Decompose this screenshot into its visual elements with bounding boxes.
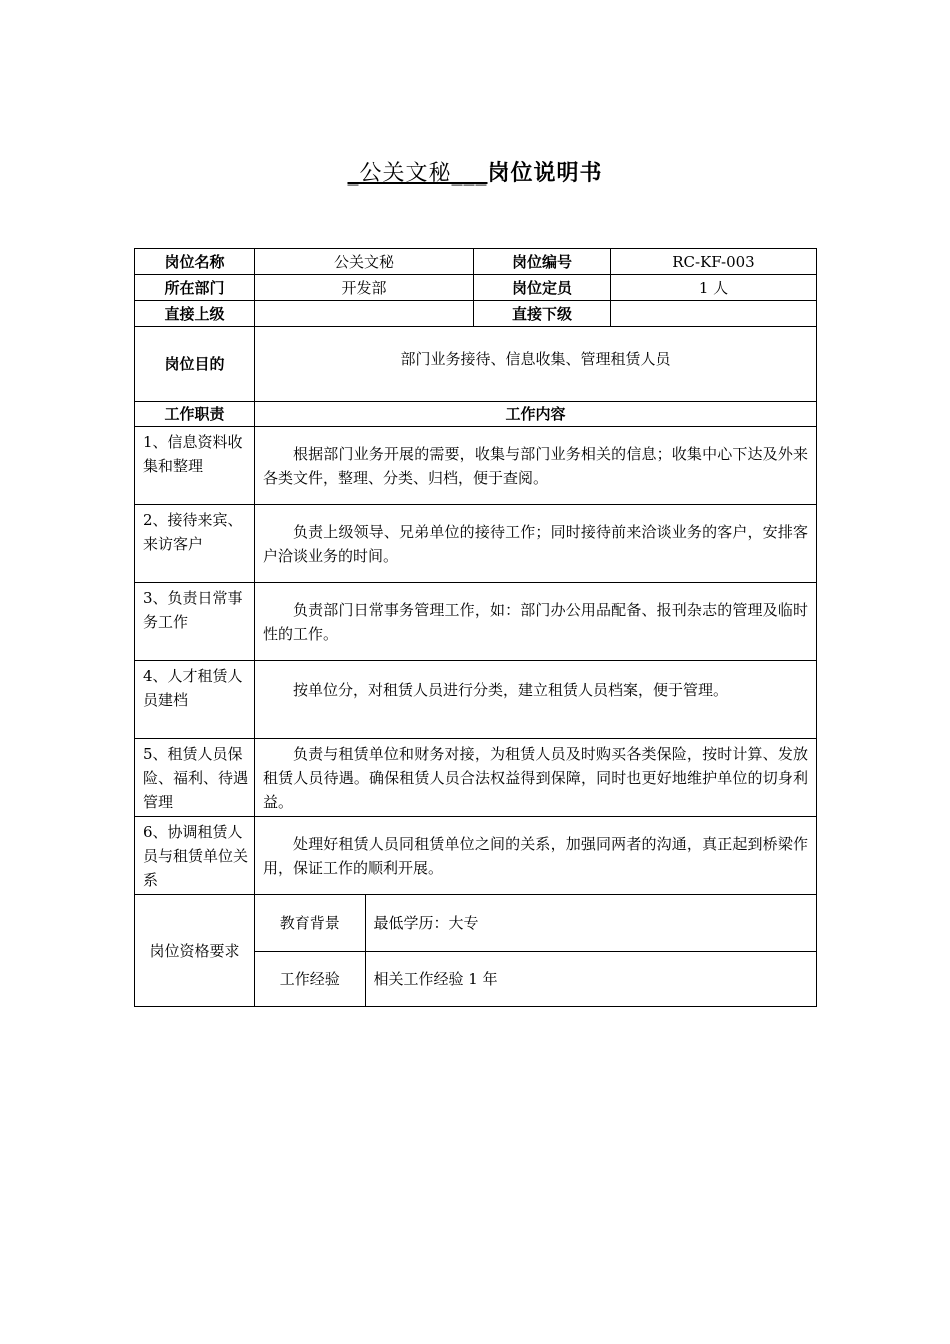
duty-title: 1、信息资料收集和整理 xyxy=(135,427,255,505)
duty-row-4 xyxy=(135,661,817,739)
duty-content: 负责上级领导、兄弟单位的接待工作；同时接待前来洽谈业务的客户，安排客户洽谈业务的时间。 xyxy=(255,505,817,583)
duty-content: 根据部门业务开展的需要，收集与部门业务相关的信息；收集中心下达及外来各类文件，整理、分类、归档，便于查阅。 xyxy=(255,427,817,505)
duty-title: 4、人才租赁人员建档 xyxy=(135,661,255,739)
experience-label: 工作经验 xyxy=(255,951,365,1006)
name-label: 岗位名称 xyxy=(135,249,255,275)
row-name xyxy=(135,249,817,275)
qualifications-cell xyxy=(255,895,817,1007)
title-suffix: 岗位说明书 xyxy=(487,161,603,186)
duty-title: 3、负责日常事务工作 xyxy=(135,583,255,661)
subordinate-value xyxy=(611,301,817,327)
code-label: 岗位编号 xyxy=(474,249,611,275)
duty-title: 6、协调租赁人员与租赁单位关系 xyxy=(135,817,255,895)
row-duties-header xyxy=(135,402,817,427)
duty-row-2 xyxy=(135,505,817,583)
duty-title: 2、接待来宾、来访客户 xyxy=(135,505,255,583)
education-row xyxy=(255,895,816,951)
duty-content: 处理好租赁人员同租赁单位之间的关系，加强同两者的沟通，真正起到桥梁作用，保证工作的顺利开展。 xyxy=(255,817,817,895)
duty-title: 5、租赁人员保险、福利、待遇管理 xyxy=(135,739,255,817)
duty-row-6 xyxy=(135,817,817,895)
page-title xyxy=(0,156,950,187)
experience-row xyxy=(255,951,816,1006)
superior-label: 直接上级 xyxy=(135,301,255,327)
experience-value: 相关工作经验 1 年 xyxy=(373,969,498,988)
education-label: 教育背景 xyxy=(255,895,365,951)
subordinate-label: 直接下级 xyxy=(474,301,611,327)
duty-row-1 xyxy=(135,427,817,505)
headcount-value: 1 人 xyxy=(611,275,817,301)
job-description-table xyxy=(134,248,817,1007)
title-filler: ___ xyxy=(451,161,488,186)
qualifications-table xyxy=(255,895,816,1006)
education-value: 最低学历：大专 xyxy=(365,895,816,951)
dept-value: 开发部 xyxy=(255,275,474,301)
title-prefix: _ xyxy=(347,161,360,186)
purpose-label: 岗位目的 xyxy=(135,327,255,402)
purpose-text: 部门业务接待、信息收集、管理租赁人员 xyxy=(255,327,817,402)
duty-content: 负责与租赁单位和财务对接，为租赁人员及时购买各类保险，按时计算、发放租赁人员待遇。确保租赁人员合法权益得到保障，同时也更好地维护单位的切身利益。 xyxy=(255,739,817,817)
name-value: 公关文秘 xyxy=(255,249,474,275)
duty-content: 按单位分，对租赁人员进行分类，建立租赁人员档案，便于管理。 xyxy=(255,661,817,739)
qualifications-label: 岗位资格要求 xyxy=(135,895,255,1007)
row-dept xyxy=(135,275,817,301)
row-purpose xyxy=(135,327,817,402)
duty-content: 负责部门日常事务管理工作，如：部门办公用品配备、报刊杂志的管理及临时性的工作。 xyxy=(255,583,817,661)
dept-label: 所在部门 xyxy=(135,275,255,301)
row-reporting xyxy=(135,301,817,327)
row-qualifications xyxy=(135,895,817,1007)
title-position-name: 公关文秘 xyxy=(359,161,452,186)
duty-row-3 xyxy=(135,583,817,661)
headcount-label: 岗位定员 xyxy=(474,275,611,301)
duty-header-label: 工作职责 xyxy=(135,402,255,427)
superior-value xyxy=(255,301,474,327)
content-header-label: 工作内容 xyxy=(255,402,817,427)
duty-row-5 xyxy=(135,739,817,817)
code-value: RC-KF-003 xyxy=(611,249,817,275)
